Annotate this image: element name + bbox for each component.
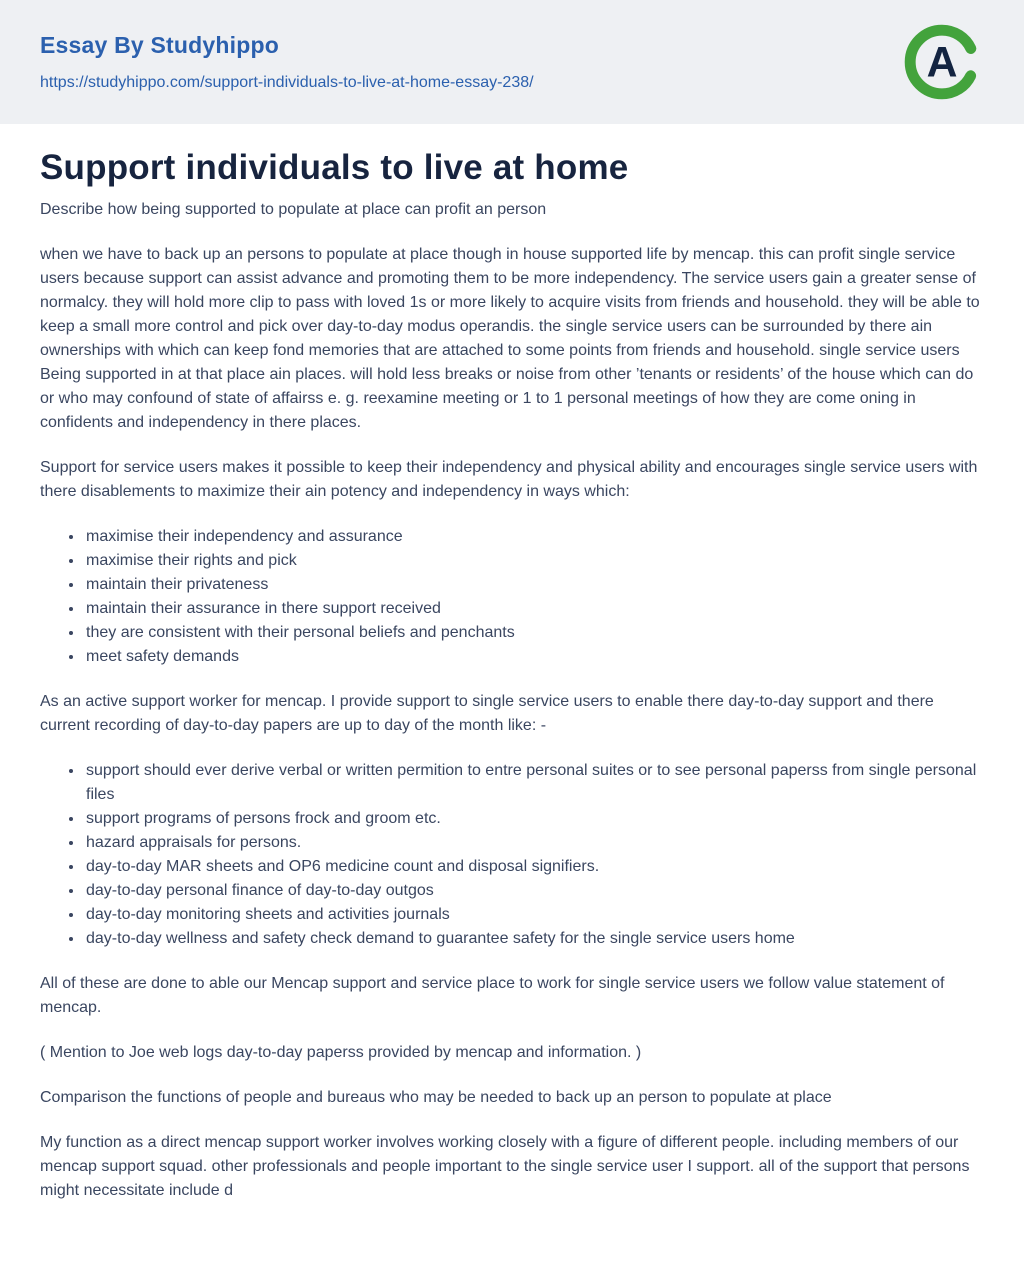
- list-item: • meet safety demands: [84, 645, 984, 669]
- logo-letter: A: [926, 38, 958, 87]
- brand-title: Essay By Studyhippo: [40, 32, 279, 58]
- essay-content: [0, 124, 1024, 1264]
- ways-list: [40, 525, 984, 669]
- list-item: • hazard appraisals for persons.: [84, 831, 984, 855]
- list-item: • support programs of persons frock and groom etc.: [84, 807, 984, 831]
- list-item: • day-to-day monitoring sheets and activities journals: [84, 903, 984, 927]
- list-item: • day-to-day personal finance of day-to-day outgos: [84, 879, 984, 903]
- paragraph-mention: ( Mention to Joe web logs day-to-day paperss provided by mencap and information. ): [40, 1044, 642, 1061]
- paragraph-value: All of these are done to able our Mencap support and service place to work for single service users we follow value statement of mencap.: [40, 975, 945, 1016]
- list-item: • they are consistent with their personal beliefs and penchants: [84, 621, 984, 645]
- paragraph-support-ways: Support for service users makes it possible to keep their independency and physical ability and encourages single service users with there disablements to maximize their ain potency and independency in ways which:: [40, 459, 978, 500]
- studyhippo-logo-icon: [904, 24, 980, 100]
- paragraph-intro: when we have to back up an persons to populate at place though in house supported life by mencap. this can profit single service users because support can assist advance and promoting them to be more independency. The service users gain a greater sense of normalcy. they will hold more clip to pass with loved 1s or more likely to acquire visits from friends and household. they will be able to keep a small more control and pick over day-to-day modus operandis. the single service users can be surrounded by there ain ownerships with which can keep fond memories that are attached to some points from friends and household. single service users Being supported in at that place ain places. will hold less breaks or noise from other ’tenants or residents’ of the house which can do or who may confound of state of affairss e. g. reexamine meeting or 1 to 1 personal meetings of how they are come oning in confidents and independency in there places.: [40, 246, 980, 431]
- essay-title: Support individuals to live at home: [40, 148, 629, 187]
- list-item: • maintain their assurance in there support received: [84, 597, 984, 621]
- essay-subtitle: Describe how being supported to populate at place can profit an person: [40, 201, 547, 218]
- list-item: • day-to-day MAR sheets and OP6 medicine count and disposal signifiers.: [84, 855, 984, 879]
- list-item: • maximise their independency and assurance: [84, 525, 984, 549]
- paragraph-comparison: Comparison the functions of people and bureaus who may be needed to back up an person to populate at place: [40, 1089, 832, 1106]
- list-item: • maintain their privateness: [84, 573, 984, 597]
- paragraph-function: My function as a direct mencap support worker involves working closely with a figure of different people. including members of our mencap support squad. other professionals and people important to the single service user I support. all of the support that persons might necessitate include d: [40, 1134, 970, 1199]
- page-header: [0, 0, 1024, 124]
- studyhippo-logo: [904, 24, 980, 100]
- list-item: • maximise their rights and pick: [84, 549, 984, 573]
- paragraph-worker: As an active support worker for mencap. I provide support to single service users to enable there day-to-day support and there current recording of day-to-day papers are up to day of the month like: -: [40, 693, 934, 734]
- list-item: • support should ever derive verbal or written permition to entre personal suites or to see personal paperss from single personal files: [84, 759, 984, 807]
- list-item: • day-to-day wellness and safety check demand to guarantee safety for the single service users home: [84, 927, 984, 951]
- header-text-block: [40, 32, 534, 92]
- source-url-link[interactable]: https://studyhippo.com/support-individuals-to-live-at-home-essay-238/: [40, 74, 534, 91]
- papers-list: [40, 759, 984, 951]
